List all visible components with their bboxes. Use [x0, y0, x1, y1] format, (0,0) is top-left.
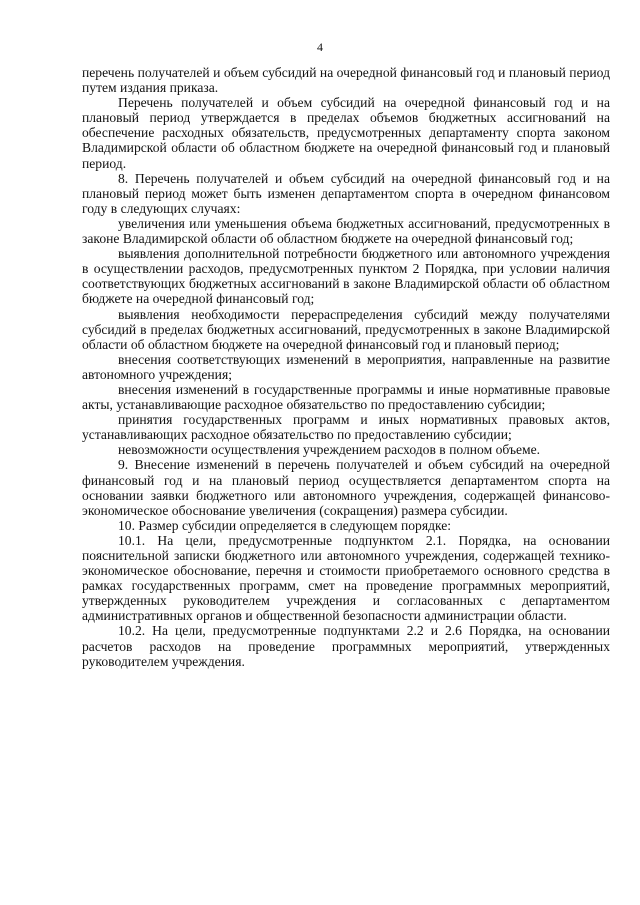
case-inability: невозможности осуществления учреждением расходов в полном объеме.: [118, 442, 541, 458]
page-number: 4: [317, 40, 323, 54]
case-program-changes: внесения изменений в государственные программы и иные нормативные правовые акты, устанавливающие расходное обязательство по предоставлению субсидии;: [82, 381, 610, 413]
case-budget-change: увеличения или уменьшения объема бюджетных ассигнований, предусмотренных в законе Владимирской области об областном бюджете на очередной финансовый год;: [82, 215, 610, 247]
case-activity-changes: внесения соответствующих изменений в мероприятия, направленные на развитие автономного учреждения;: [82, 351, 610, 382]
paragraph-clause-9: 9. Внесение изменений в перечень получателей и объем субсидий на очередной финансовый год и на плановый период осуществляется департаментом спорта на основании заявки бюджетного или автономного учреждения, содержащей финансово-экономическое обоснование увеличения (сокращения) размера субсидии.: [82, 457, 610, 518]
paragraph-continuation: перечень получателей и объем субсидий на очередной финансовый год и плановый период путем издания приказа.: [82, 65, 610, 96]
case-redistribution: выявления необходимости перераспределения субсидий между получателями субсидий в пределах бюджетных ассигнований, предусмотренных в законе Владимирской области об областном бюджете на очередной финансовый год и плановый период;: [82, 306, 610, 352]
case-program-adoption: принятия государственных программ и иных нормативных правовых актов, устанавливающих расходное обязательство по предоставлению субсидии;: [82, 412, 610, 443]
paragraph-clause-8: 8. Перечень получателей и объем субсидий на очередной финансовый год и на плановый период может быть изменен департаментом спорта в очередном финансовом году в следующих случаях:: [82, 170, 610, 216]
case-additional-need: выявления дополнительной потребности бюджетного или автономного учреждения в осуществлении расходов, предусмотренных пунктом 2 Порядка, при условии наличия соответствующих бюджетных ассигнований в законе Владимирской области об областном бюджете на очередной финансовый год;: [82, 246, 610, 307]
paragraph-clause-10-1: 10.1. На цели, предусмотренные подпунктом 2.1. Порядка, на основании пояснительной записки бюджетного или автономного учреждения, содержащей технико-экономическое обоснование, перечня и стоимости приобретаемого основного средства в рамках государственных программ, смет на проведение программных мероприятий, утвержденных руководителем учреждения и согласованных с департаментом административных органов и общественной безопасности администрации области.: [82, 532, 610, 624]
paragraph-clause-10-2: 10.2. На цели, предусмотренные подпунктами 2.2 и 2.6 Порядка, на основании расчетов расходов на проведение программных мероприятий, утвержденных руководителем учреждения.: [82, 623, 610, 669]
document-body: [82, 65, 610, 669]
paragraph-clause-10: 10. Размер субсидии определяется в следующем порядке:: [118, 517, 452, 533]
paragraph-list-approval: Перечень получателей и объем субсидий на очередной финансовый год и на плановый период утверждается в пределах объемов бюджетных ассигнований на обеспечение расходных обязательств, предусмотренных департаменту спорта законом Владимирской области об областном бюджете на очередной финансовый год и плановый период.: [82, 95, 610, 171]
